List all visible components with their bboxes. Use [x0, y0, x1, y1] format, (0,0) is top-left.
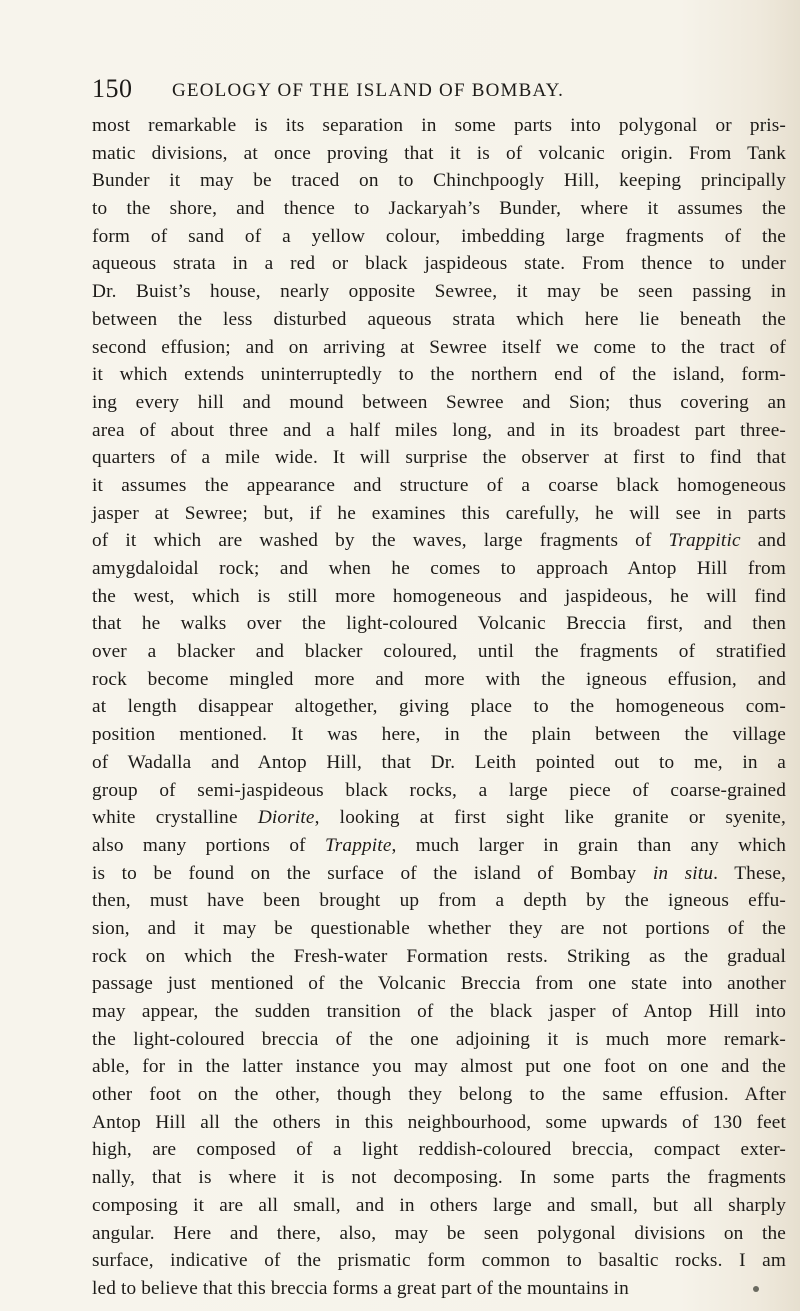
text-line: [92, 1275, 786, 1303]
text-line: [92, 334, 786, 362]
text-segment: , looking at first sight like granite or syenite,: [314, 807, 786, 829]
text-segment: white crystalline: [92, 807, 258, 829]
text-line: [92, 1109, 786, 1137]
text-segment: then, must have been brought up from a depth by the igneous effu-: [92, 890, 786, 912]
text-line: [92, 444, 786, 472]
text-segment: the west, which is still more homogeneous and jaspideous, he will find: [92, 585, 786, 607]
text-segment: of Wadalla and Antop Hill, that Dr. Leith pointed out to me, in a: [92, 751, 786, 773]
text-line: [92, 1247, 786, 1275]
text-segment: Antop Hill all the others in this neighbourhood, some upwards of 130 feet: [92, 1111, 786, 1133]
text-segment: Bunder it may be traced on to Chinchpoogly Hill, keeping principally: [92, 170, 786, 192]
text-segment: jasper at Sewree; but, if he examines this carefully, he will see in parts: [92, 502, 786, 524]
text-segment: sion, and it may be questionable whether they are not portions of the: [92, 917, 786, 939]
text-line: [92, 943, 786, 971]
text-segment: led to believe that this breccia forms a great part of the mountains in: [92, 1277, 629, 1299]
text-line: [92, 1220, 786, 1248]
text-segment: aqueous strata in a red or black jaspideous state. From thence to under: [92, 253, 786, 275]
text-segment: , much larger in grain than any which: [391, 834, 786, 856]
text-line: [92, 832, 786, 860]
text-line: [92, 777, 786, 805]
text-line: [92, 749, 786, 777]
text-segment: . These,: [713, 862, 786, 884]
text-segment: passage just mentioned of the Volcanic Breccia from one state into another: [92, 973, 786, 995]
text-line: [92, 389, 786, 417]
text-segment: is to be found on the surface of the island of Bombay: [92, 862, 653, 884]
text-line: [92, 223, 786, 251]
text-line: [92, 361, 786, 389]
text-segment: it which extends uninterruptedly to the northern end of the island, form-: [92, 364, 786, 386]
text-line: [92, 887, 786, 915]
text-line: [92, 693, 786, 721]
text-line: [92, 1081, 786, 1109]
ink-spot: [753, 1286, 759, 1292]
text-line: [92, 1136, 786, 1164]
text-segment: area of about three and a half miles long, and in its broadest part three-: [92, 419, 786, 441]
text-line: [92, 140, 786, 168]
text-line: [92, 500, 786, 528]
text-segment: over a blacker and blacker coloured, until the fragments of stratified: [92, 641, 786, 663]
italic-term: Trappitic: [668, 530, 741, 552]
text-line: [92, 915, 786, 943]
text-segment: it assumes the appearance and structure of a coarse black homogeneous: [92, 474, 786, 496]
text-segment: group of semi-jaspideous black rocks, a large piece of coarse-grained: [92, 779, 786, 801]
text-segment: position mentioned. It was here, in the plain between the village: [92, 724, 786, 746]
text-line: [92, 1026, 786, 1054]
text-line: [92, 998, 786, 1026]
italic-term: Trappite: [324, 834, 392, 856]
text-line: [92, 112, 786, 140]
text-segment: composing it are all small, and in others large and small, but all sharply: [92, 1194, 786, 1216]
text-line: [92, 167, 786, 195]
text-line: [92, 804, 786, 832]
text-line: [92, 860, 786, 888]
text-line: [92, 417, 786, 445]
text-segment: form of sand of a yellow colour, imbedding large fragments of the: [92, 225, 786, 247]
body-text: [92, 112, 786, 1303]
text-line: [92, 1192, 786, 1220]
text-segment: to the shore, and thence to Jackaryah’s Bunder, where it assumes the: [92, 198, 786, 220]
text-line: [92, 721, 786, 749]
text-segment: also many portions of: [92, 834, 325, 856]
text-line: [92, 583, 786, 611]
text-line: [92, 278, 786, 306]
text-segment: and: [740, 530, 786, 552]
text-segment: matic divisions, at once proving that it is of volcanic origin. From Tank: [92, 142, 786, 164]
text-segment: between the less disturbed aqueous strata which here lie beneath the: [92, 308, 786, 330]
text-segment: able, for in the latter instance you may almost put one foot on one and the: [92, 1056, 786, 1078]
text-line: [92, 472, 786, 500]
page-header: [92, 74, 742, 108]
text-line: [92, 1053, 786, 1081]
text-segment: amygdaloidal rock; and when he comes to approach Antop Hill from: [92, 558, 786, 579]
text-line: [92, 250, 786, 278]
text-segment: quarters of a mile wide. It will surprise the observer at first to find that: [92, 447, 786, 469]
text-line: [92, 527, 786, 555]
text-segment: rock on which the Fresh-water Formation rests. Striking as the gradual: [92, 945, 786, 967]
text-segment: ing every hill and mound between Sewree and Sion; thus covering an: [92, 391, 786, 413]
text-segment: high, are composed of a light reddish-coloured breccia, compact exter-: [92, 1139, 786, 1161]
text-segment: other foot on the other, though they belong to the same effusion. After: [92, 1084, 786, 1106]
text-segment: most remarkable is its separation in some parts into polygonal or pris-: [92, 115, 786, 136]
italic-term: Diorite: [257, 807, 315, 829]
text-segment: nally, that is where it is not decomposing. In some parts the fragments: [92, 1167, 786, 1189]
text-line: [92, 638, 786, 666]
text-segment: at length disappear altogether, giving place to the homogeneous com-: [92, 696, 786, 718]
text-segment: the light-coloured breccia of the one adjoining it is much more remark-: [92, 1028, 786, 1050]
italic-term: in situ: [652, 862, 714, 884]
text-segment: rock become mingled more and more with the igneous effusion, and: [92, 668, 786, 690]
text-segment: angular. Here and there, also, may be seen polygonal divisions on the: [92, 1222, 786, 1244]
text-line: [92, 306, 786, 334]
text-line: [92, 555, 786, 583]
text-segment: second effusion; and on arriving at Sewree itself we come to the tract of: [92, 336, 786, 358]
text-segment: that he walks over the light-coloured Volcanic Breccia first, and then: [92, 613, 786, 635]
text-line: [92, 610, 786, 638]
page-number: 150: [92, 74, 133, 103]
text-segment: surface, indicative of the prismatic form common to basaltic rocks. I am: [92, 1250, 786, 1272]
running-title: GEOLOGY OF THE ISLAND OF BOMBAY.: [172, 80, 565, 101]
text-line: [92, 1164, 786, 1192]
text-segment: of it which are washed by the waves, large fragments of: [92, 530, 669, 552]
text-segment: Dr. Buist’s house, nearly opposite Sewree, it may be seen passing in: [92, 281, 786, 303]
text-segment: may appear, the sudden transition of the black jasper of Antop Hill into: [92, 1001, 786, 1022]
text-line: [92, 195, 786, 223]
text-line: [92, 970, 786, 998]
text-line: [92, 666, 786, 694]
